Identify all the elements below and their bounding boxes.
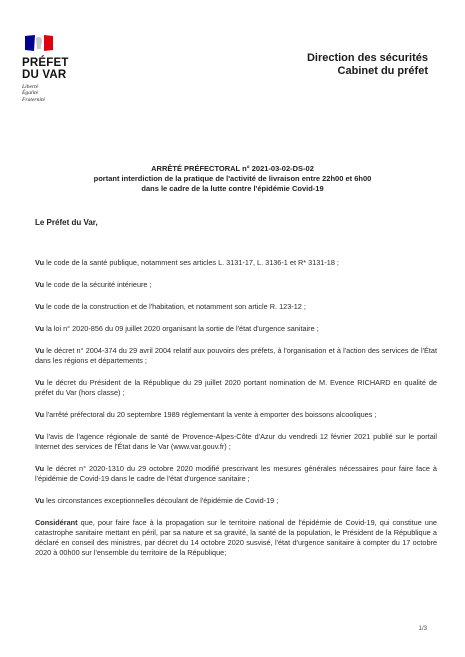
prefet-wordmark — [22, 57, 92, 81]
cabinet-line: Cabinet du préfet — [337, 65, 428, 77]
vu-keyword: Vu — [35, 346, 45, 355]
paragraph-text: le décret n° 2004-374 du 29 avril 2004 relatif aux pouvoirs des préfets, à l'organisation et à l'action des services de l'État dans les régions et départements ; — [35, 346, 437, 365]
direction-line: Direction des sécurités — [306, 52, 428, 64]
vu-keyword: Vu — [35, 280, 45, 289]
vu-paragraph — [35, 432, 437, 452]
vu-keyword: Vu — [35, 496, 45, 505]
considerant-paragraph — [35, 518, 437, 558]
paragraph-text: le code de la sécurité intérieure ; — [44, 280, 152, 289]
paragraph-text: l'avis de l'agence régionale de santé de Provence-Alpes-Côte d'Azur du vendredi 12 février 2021 publié sur le portail Internet des services de l'État dans le Var (www.var.gouv.fr) ; — [35, 432, 437, 451]
vu-paragraph — [35, 496, 437, 506]
vu-paragraph — [35, 378, 437, 398]
paragraph-text: le code de la construction et de l'habitation, et notamment son article R. 123-12 ; — [44, 302, 306, 311]
decree-number: ARRÊTÉ PRÉFECTORAL n° 2021-03-02-DS-02 — [151, 164, 314, 173]
vu-paragraph — [35, 280, 437, 290]
paragraph-text: la loi n° 2020-856 du 09 juillet 2020 organisant la sortie de l'état d'urgence sanitaire ; — [44, 324, 319, 333]
considerant-keyword: Considérant — [35, 518, 78, 527]
motto-liberte: Liberté — [22, 84, 39, 90]
vu-keyword: Vu — [35, 324, 45, 333]
opening-salutation: Le Préfet du Var, — [35, 218, 98, 227]
vu-paragraph — [35, 324, 437, 334]
page-number: 1/3 — [418, 626, 427, 632]
prefet-line-2: DU VAR — [22, 69, 67, 81]
motto-egalite: Égalité — [22, 90, 39, 97]
paragraph-text: que, pour faire face à la propagation sur le territoire national de l'épidémie de Covid-19, qui constitue une catastrophe sanitaire mettant en péril, par sa nature et sa gravité, la santé de la population, le Président de la République a déclaré en conseil des ministres, par décret du 14 octobre 2020 susvisé, l'état d'urgence sanitaire à compter du 17 octobre 2020 à 00h00 sur l'ensemble du territoire de la République; — [35, 518, 437, 557]
paragraph-text: les circonstances exceptionnelles découlant de l'épidémie de Covid-19 ; — [44, 496, 279, 505]
paragraph-text: le code de la santé publique, notamment ses articles L. 3131-17, L. 3136-1 et R* 3131-18 ; — [44, 258, 339, 267]
vu-paragraph — [35, 302, 437, 312]
vu-keyword: Vu — [35, 432, 45, 441]
paragraph-text: l'arrêté préfectoral du 20 septembre 1989 réglementant la vente à emporter des boissons alcooliques ; — [44, 410, 377, 419]
decree-body — [35, 258, 437, 570]
vu-keyword: Vu — [35, 258, 45, 267]
motto-fraternite: Fraternité — [22, 96, 45, 103]
republic-motto — [22, 84, 92, 103]
marianne-icon — [24, 34, 54, 53]
paragraph-text: le décret n° 2020-1310 du 29 octobre 2020 modifié prescrivant les mesures générales nécessaires pour faire face à l'épidémie de Covid-19 dans le cadre de l'état d'urgence sanitaire ; — [35, 464, 437, 483]
vu-paragraph — [35, 346, 437, 366]
prefecture-logo — [22, 34, 92, 103]
vu-keyword: Vu — [35, 410, 45, 419]
decree-subject-line-2: dans le cadre de la lutte contre l'épidémie Covid-19 — [141, 184, 324, 193]
decree-subject-line-1: portant interdiction de la pratique de l'activité de livraison entre 22h00 et 6h00 — [93, 174, 372, 183]
vu-paragraph — [35, 258, 437, 268]
vu-paragraph — [35, 410, 437, 420]
vu-paragraph — [35, 464, 437, 484]
vu-keyword: Vu — [35, 302, 45, 311]
issuing-department — [307, 52, 428, 78]
vu-keyword: Vu — [35, 378, 45, 387]
prefet-line-1: PRÉFET — [22, 57, 69, 69]
decree-title — [30, 164, 435, 194]
paragraph-text: le décret du Président de la République du 29 juillet 2020 portant nomination de M. Evence RICHARD en qualité de préfet du Var (hors classe) ; — [35, 378, 437, 397]
vu-keyword: Vu — [35, 464, 45, 473]
